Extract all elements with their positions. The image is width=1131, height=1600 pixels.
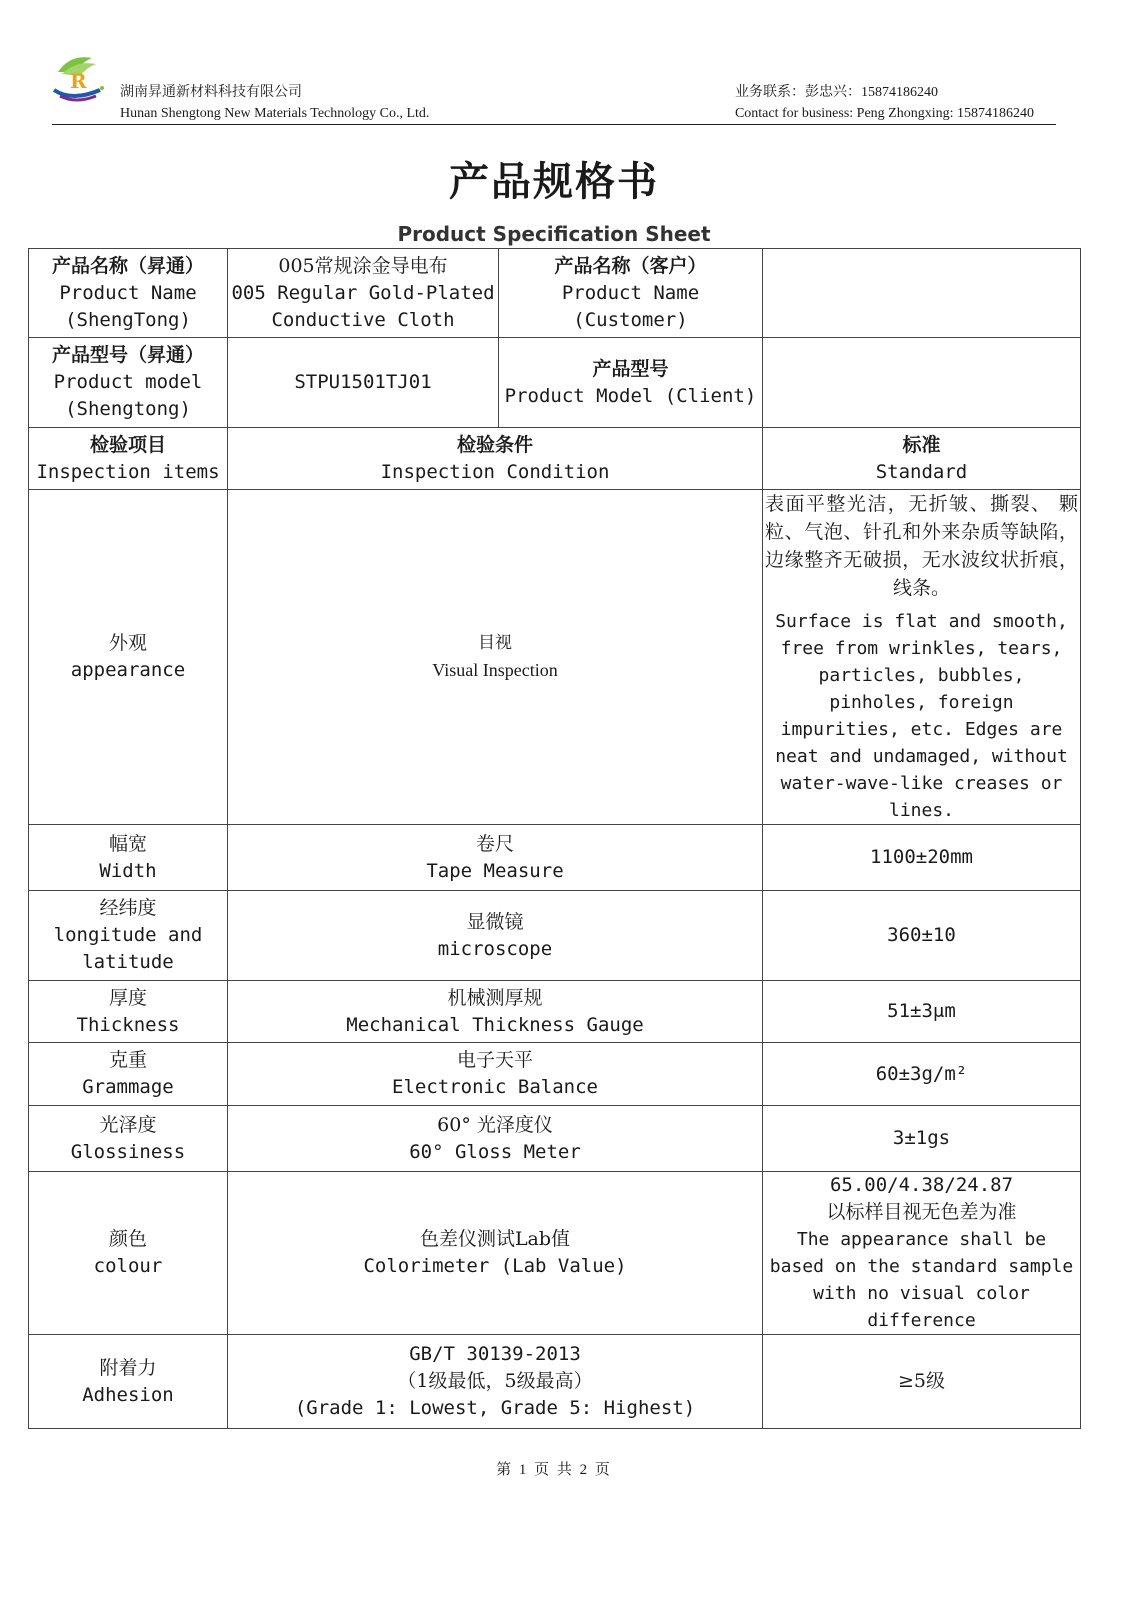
inspection-item: 经纬度 longitude and latitude	[29, 891, 228, 981]
svg-text:R: R	[70, 69, 87, 93]
document-title-en: Product Specification Sheet	[397, 222, 711, 246]
table-row	[29, 1172, 1081, 1335]
standard-value: 1100±20mm	[763, 825, 1081, 891]
inspection-item: 克重 Grammage	[29, 1043, 228, 1106]
inspection-condition: 目视 Visual Inspection	[228, 490, 763, 825]
inspection-item: 外观 appearance	[29, 490, 228, 825]
standard-value: 表面平整光洁，无折皱、撕裂、 颗粒、气泡、针孔和外来杂质等缺陷， 边缘整齐无破损，无水波纹状折痕，线条。 Surface is flat and smooth, free from wrinkles, tears, particles, bubbles, pinholes, foreign impurities, etc. Edges are neat and undamaged, without water-wave-like creases or lines.	[763, 490, 1081, 825]
product-name-value: 005常规涂金导电布 005 Regular Gold-Plated Conductive Cloth	[228, 249, 499, 338]
client-product-model-value	[763, 338, 1081, 428]
company-name-en: Hunan Shengtong New Materials Technology Co., Ltd.	[120, 106, 430, 121]
table-row	[29, 1106, 1081, 1172]
table-row	[29, 1043, 1081, 1106]
inspection-condition: 卷尺 Tape Measure	[228, 825, 763, 891]
inspection-condition: 色差仪测试Lab值 Colorimeter (Lab Value)	[228, 1172, 763, 1335]
product-model-row	[29, 338, 1081, 428]
inspection-condition: 显微镜 microscope	[228, 891, 763, 981]
company-name	[120, 82, 429, 124]
inspection-condition: GB/T 30139-2013 （1级最低，5级最高） (Grade 1: Lowest, Grade 5: Highest)	[228, 1335, 763, 1429]
standard-value: 360±10	[763, 891, 1081, 981]
standard-value: 3±1gs	[763, 1106, 1081, 1172]
specification-table	[28, 248, 1081, 1429]
table-row	[29, 1335, 1081, 1429]
customer-product-name-value	[763, 249, 1081, 338]
product-model-value: STPU1501TJ01	[228, 338, 499, 428]
inspection-condition: 电子天平 Electronic Balance	[228, 1043, 763, 1106]
page-header	[52, 48, 1056, 128]
header-divider	[52, 124, 1056, 125]
table-row	[29, 981, 1081, 1043]
inspection-item: 幅宽 Width	[29, 825, 228, 891]
inspection-condition: 60° 光泽度仪 60° Gloss Meter	[228, 1106, 763, 1172]
product-model-label: 产品型号（昇通） Product model (Shengtong)	[29, 338, 228, 428]
contact-en: Contact for business: Peng Zhongxing: 15874186240	[734, 106, 1034, 121]
inspection-items-header: 检验项目 Inspection items	[29, 428, 228, 490]
page-number: 第 1 页 共 2 页	[496, 1462, 612, 1478]
document-title-cn: 产品规格书	[449, 159, 659, 205]
customer-product-name-label: 产品名称（客户） Product Name (Customer)	[499, 249, 763, 338]
standard-value: 60±3g/m²	[763, 1043, 1081, 1106]
standard-value: 65.00/4.38/24.87 以标样目视无色差为准 The appearance shall be based on the standard sample with no visual color difference	[763, 1172, 1081, 1335]
contact-cn: 业务联系：彭忠兴：15874186240	[734, 85, 938, 100]
standard-value: ≥5级	[763, 1335, 1081, 1429]
inspection-item: 附着力 Adhesion	[29, 1335, 228, 1429]
inspection-item: 光泽度 Glossiness	[29, 1106, 228, 1172]
inspection-item: 厚度 Thickness	[29, 981, 228, 1043]
column-header-row	[29, 428, 1081, 490]
inspection-item: 颜色 colour	[29, 1172, 228, 1335]
client-product-model-label: 产品型号 Product Model (Client)	[499, 338, 763, 428]
table-row	[29, 490, 1081, 825]
table-row	[29, 825, 1081, 891]
product-name-row	[29, 249, 1081, 338]
inspection-condition: 机械测厚规 Mechanical Thickness Gauge	[228, 981, 763, 1043]
inspection-condition-header: 检验条件 Inspection Condition	[228, 428, 763, 490]
table-row	[29, 891, 1081, 981]
standard-header: 标准 Standard	[763, 428, 1081, 490]
business-contact	[735, 82, 1034, 124]
company-name-cn: 湖南昇通新材料科技有限公司	[120, 85, 302, 100]
product-name-label: 产品名称（昇通） Product Name (ShengTong)	[29, 249, 228, 338]
standard-value: 51±3μm	[763, 981, 1081, 1043]
company-logo-icon	[52, 52, 108, 104]
